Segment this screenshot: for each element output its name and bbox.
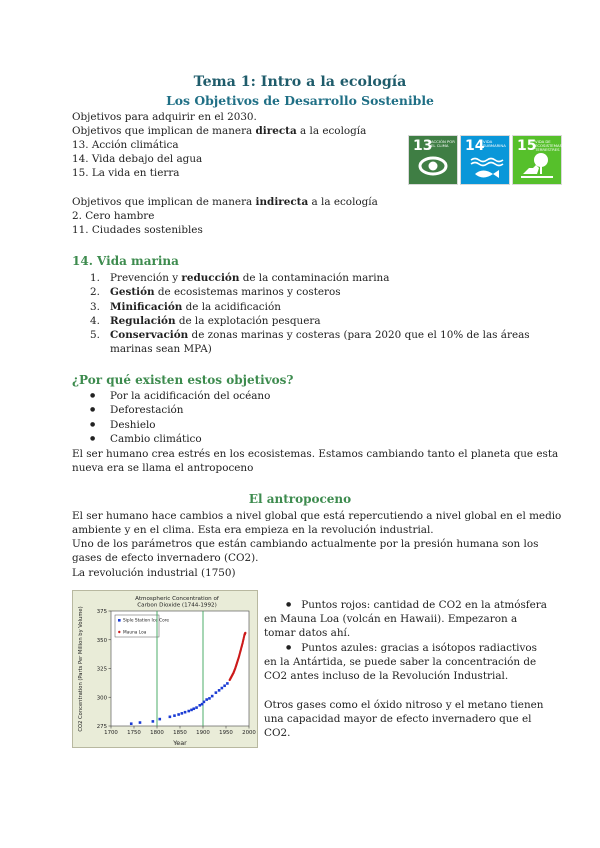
x-tick-label: 1700: [104, 730, 118, 736]
data-point-mauna-loa: [244, 632, 246, 634]
direct-goal-14: 14. Vida debajo del agua: [72, 153, 203, 165]
otros-gases-line: una capacidad mayor de efecto invernadero que el: [264, 713, 532, 725]
section-vida-marina: 14. Vida marina: [72, 254, 179, 268]
indirect-goal-2: 2. Cero hambre: [72, 210, 155, 222]
legend-label-ice-core: Siple Station Ice Core: [123, 618, 170, 624]
bullet-puntos-rojos: ● Puntos rojos: cantidad de CO2 en la atmósfera: [286, 599, 547, 611]
list-item: ● Cambio climático: [90, 432, 270, 446]
x-tick-label: 1900: [196, 730, 210, 736]
chart-title: Atmospheric Concentration of Carbon Dioxide (1744-1992): [135, 596, 219, 609]
antropoceno-line: El ser humano hace cambios a nivel global que está repercutiendo a nivel global en el medio: [72, 510, 562, 522]
por-que-list: [90, 389, 270, 446]
data-point-ice-core: [130, 722, 133, 725]
bullet-puntos-azules: ● Puntos azules: gracias a isótopos radiactivos: [286, 642, 537, 654]
antropoceno-line: gases de efecto invernadero (CO2).: [72, 552, 259, 564]
y-tick-label: 300: [96, 695, 107, 702]
data-point-ice-core: [195, 706, 198, 709]
list-item: 3. Minificación de la acidificación: [90, 300, 281, 313]
list-item: 1. Prevención y reducción de la contaminación marina: [90, 272, 390, 284]
bullet-puntos-azules-cont: CO2 antes incluso de la Revolución Industrial.: [264, 670, 509, 682]
data-point-ice-core: [205, 698, 208, 701]
data-point-ice-core: [193, 707, 196, 710]
y-tick-label: 275: [96, 724, 107, 730]
intro-line-direct: Objetivos que implican de manera directa a la ecología: [72, 125, 367, 137]
por-que-para-1: El ser humano crea estrés en los ecosistemas. Estamos cambiando tanto el planeta que esta: [72, 448, 559, 460]
y-tick-label: 325: [96, 666, 107, 673]
bullet-puntos-azules-cont: en la Antártida, se puede saber la concentración de: [264, 656, 537, 668]
x-tick-label: 1850: [173, 730, 187, 736]
y-tick-label: 350: [96, 637, 107, 644]
legend-swatch-red: [118, 631, 120, 633]
sdg-13-icon: 13 ACCIÓN POR EL CLIMA: [408, 135, 458, 185]
list-item: ● Deforestación: [90, 403, 270, 417]
x-tick-label: 1750: [127, 730, 141, 736]
data-point-ice-core: [173, 714, 176, 717]
section-por-que: ¿Por qué existen estos objetivos?: [72, 373, 294, 387]
x-axis-label: Year: [173, 739, 187, 747]
list-item: ● Deshielo: [90, 418, 270, 432]
data-point-ice-core: [187, 710, 190, 713]
data-point-ice-core: [139, 721, 142, 724]
list-item: 5. Conservación de zonas marinas y costeras (para 2020 que el 10% de las áreas marinas sean MPA): [90, 329, 530, 356]
y-axis-label: CO2 Concentration (Parts Per Million by Volume): [78, 606, 84, 732]
section-antropoceno: El antropoceno: [248, 492, 352, 506]
list-item: 2. Gestión de ecosistemas marinos y costeros: [90, 286, 341, 299]
data-point-ice-core: [203, 701, 206, 704]
data-point-ice-core: [169, 716, 172, 719]
antropoceno-line: La revolución industrial (1750): [72, 567, 236, 579]
x-tick-label: 1800: [150, 730, 164, 736]
por-que-para-2: nueva era se llama el antropoceno: [72, 462, 254, 474]
sdg-14-icon: 14 VIDA SUBMARINA: [460, 135, 510, 185]
bullet-puntos-rojos-cont: en Mauna Loa (volcán en Hawaii). Empezaron a: [264, 613, 518, 625]
y-tick-label: 375: [96, 609, 107, 615]
list-item: 4. Regulación de la explotación pesquera: [90, 314, 321, 327]
data-point-ice-core: [218, 689, 221, 692]
data-point-ice-core: [177, 713, 180, 716]
data-point-ice-core: [184, 711, 187, 714]
vida-marina-list: [90, 271, 530, 357]
data-point-ice-core: [215, 691, 218, 694]
sdg-15-icon: 15 VIDA DE ECOSISTEMAS TERRESTRES: [512, 135, 562, 185]
x-tick-label: 2000: [242, 730, 256, 736]
data-point-ice-core: [198, 704, 201, 707]
legend-label-mauna-loa: Mauna Loa: [123, 630, 147, 636]
page-title: Tema 1: Intro a la ecología: [193, 74, 407, 90]
data-point-ice-core: [190, 709, 193, 712]
otros-gases-line: Otros gases como el óxido nitroso y el metano tienen: [264, 699, 544, 711]
intro-line-1: Objetivos para adquirir en el 2030.: [72, 111, 257, 123]
bullet-puntos-rojos-cont: tomar datos ahí.: [264, 627, 351, 639]
otros-gases-line: CO2.: [264, 727, 291, 739]
x-tick-label: 1950: [219, 730, 233, 736]
legend-swatch-blue: [118, 619, 121, 622]
data-point-ice-core: [226, 682, 229, 685]
data-point-ice-core: [152, 720, 155, 723]
direct-goal-15: 15. La vida en tierra: [72, 167, 180, 179]
data-point-ice-core: [181, 712, 184, 715]
data-point-ice-core: [201, 703, 204, 706]
indirect-goal-11: 11. Ciudades sostenibles: [72, 224, 203, 236]
list-item: ● Por la acidificación del océano: [90, 389, 270, 403]
data-point-ice-core: [208, 697, 211, 700]
data-point-ice-core: [211, 695, 214, 698]
data-point-ice-core: [223, 684, 226, 687]
data-point-ice-core: [158, 718, 161, 721]
intro-line-indirect: Objetivos que implican de manera indirecta a la ecología: [72, 196, 378, 208]
co2-chart: [72, 590, 258, 748]
data-point-ice-core: [221, 687, 224, 690]
co2-chart-svg: [73, 591, 257, 747]
page-subtitle: Los Objetivos de Desarrollo Sostenible: [166, 93, 434, 108]
direct-goal-13: 13. Acción climática: [72, 139, 179, 151]
antropoceno-line: ambiente y en el clima. Esta era empieza en la revolución industrial.: [72, 524, 434, 536]
antropoceno-line: Uno de los parámetros que están cambiando actualmente por la presión humana son los: [72, 538, 539, 550]
